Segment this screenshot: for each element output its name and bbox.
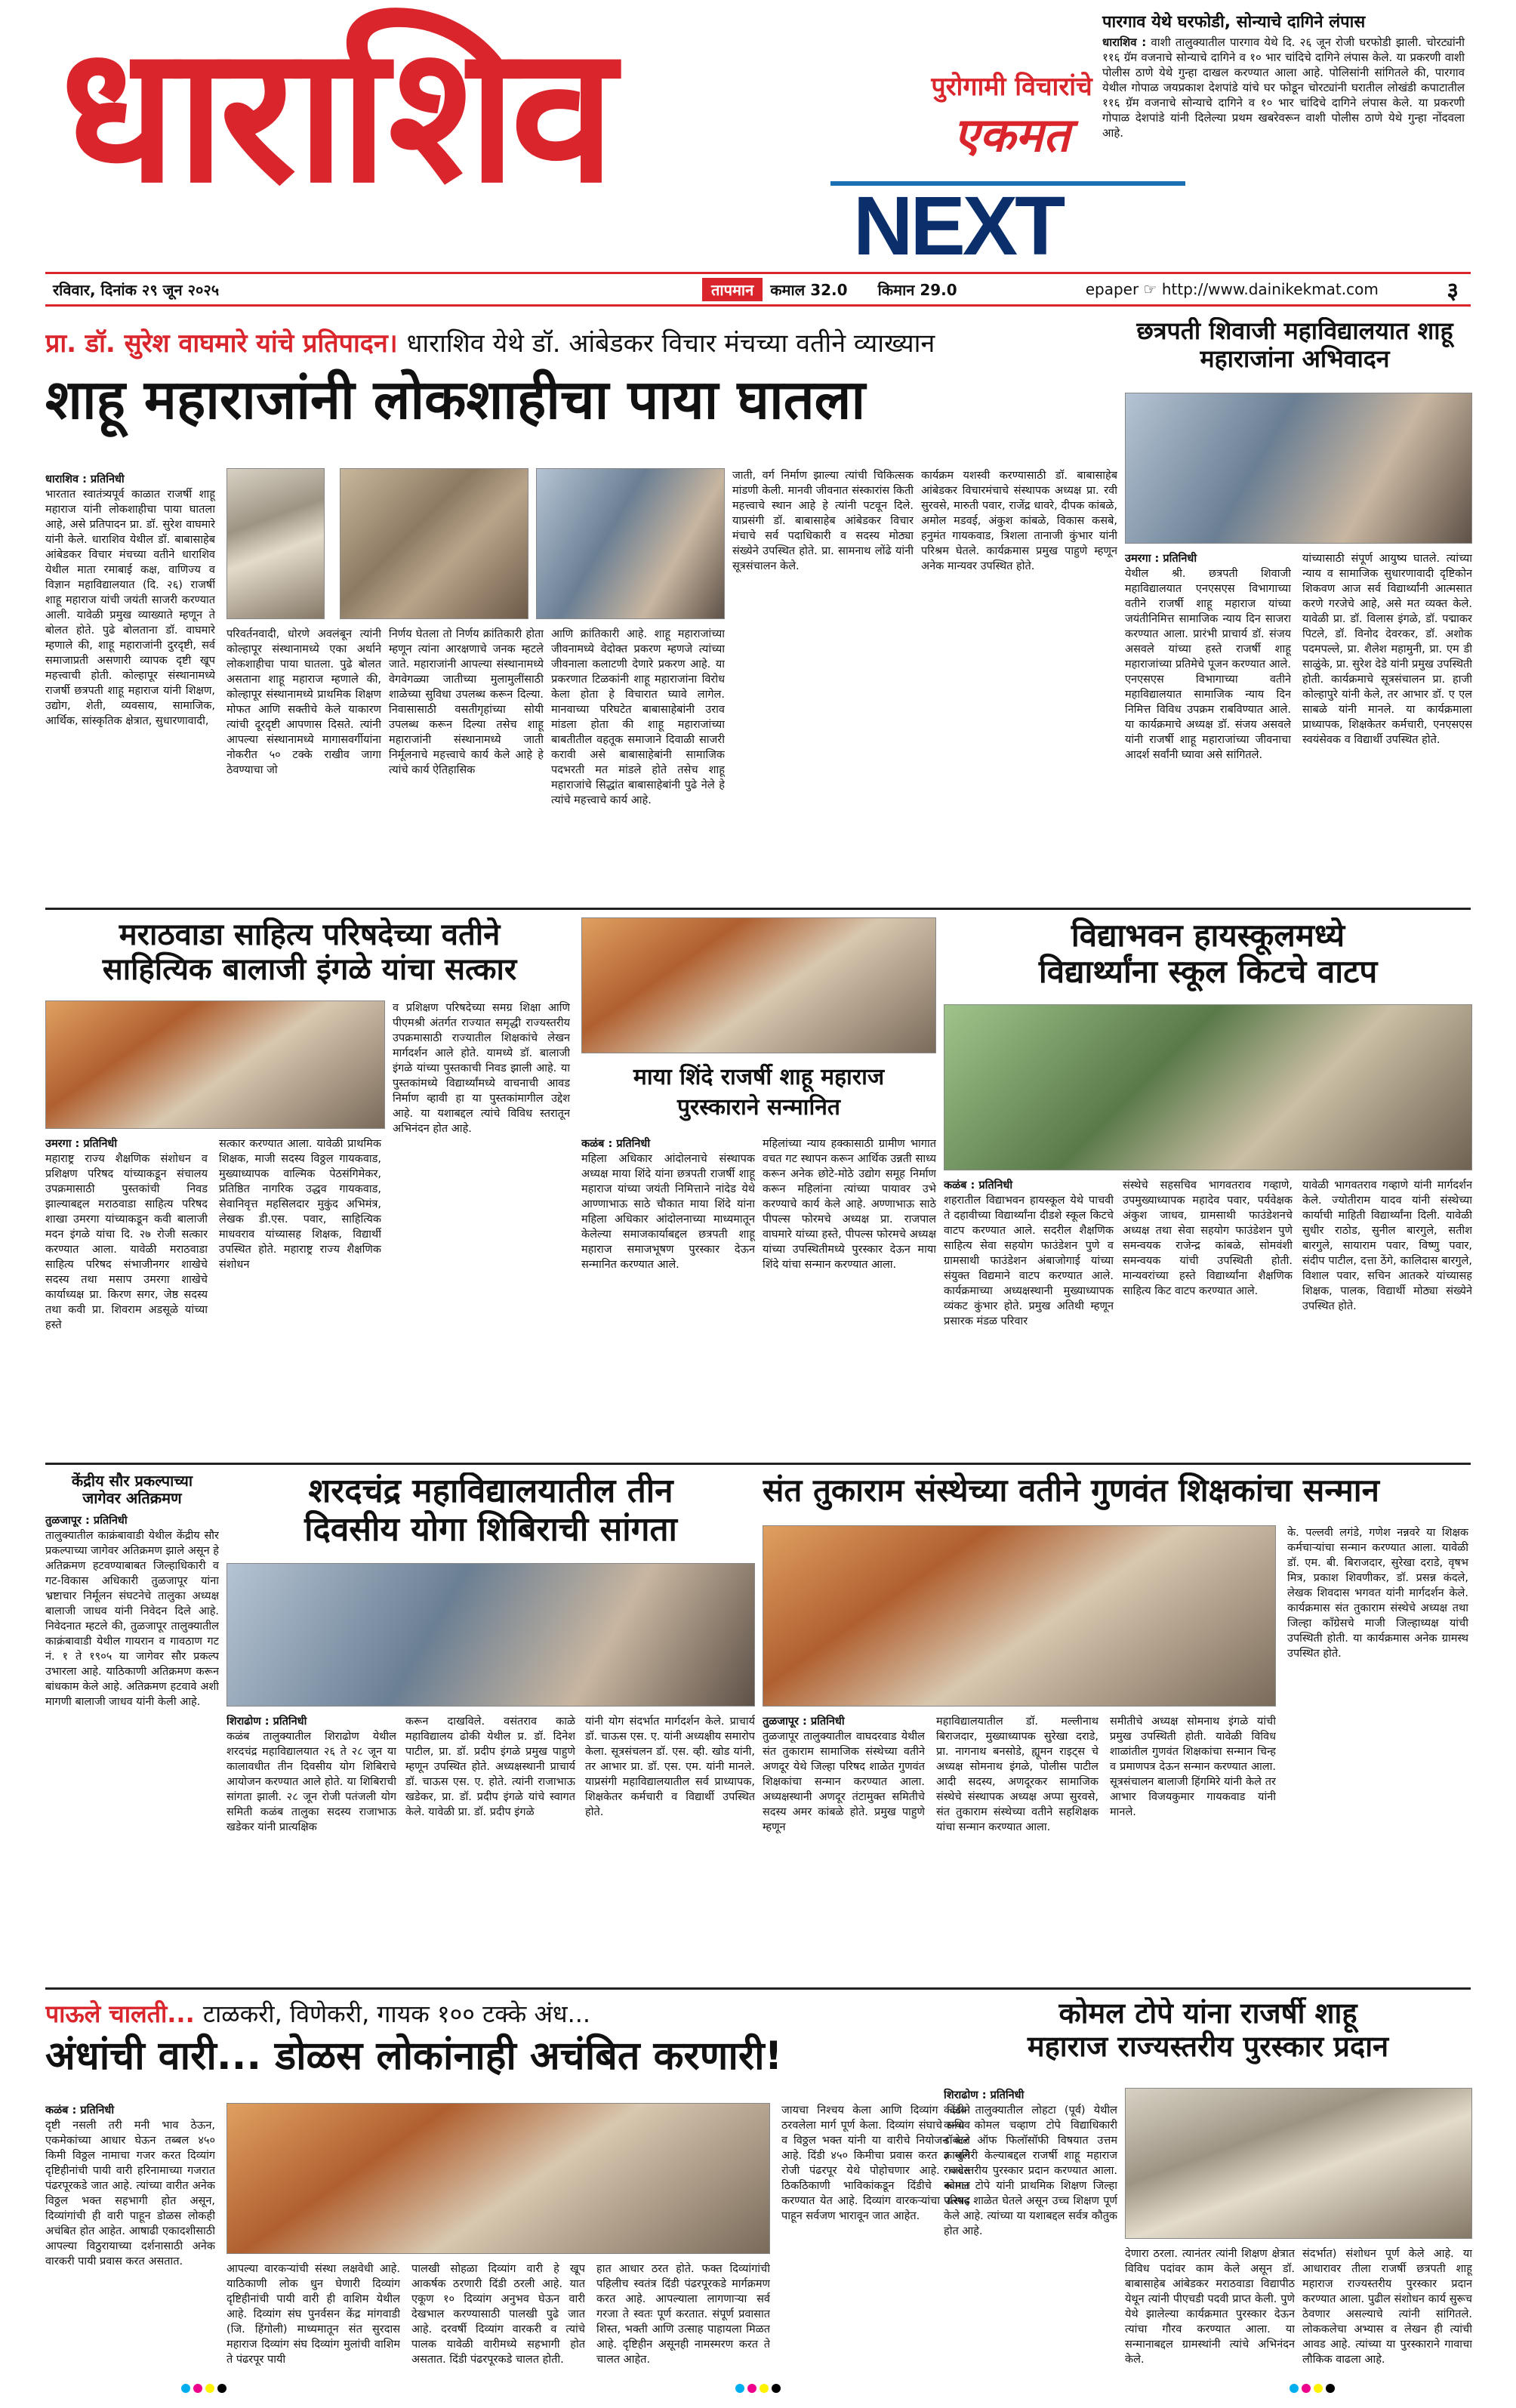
teachers-photo xyxy=(763,1525,1276,1707)
wari-col-4: हात आधार ठरत होते. फक्त दिव्यांगांची पहिलीच स्वतंत्र दिंडी पंढरपूरकडे मार्गक्रमण करत आहे. आपल्याला लागणाऱ्या सर्व गरजा ते स्वतः पूर्ण करतात. संपूर्ण प्रवासात शिस्त, भक्ती आणि उत्साह पाहायला मिळत आहे. दृष्टिहीन असूनही नामस्मरण करत ते चालत आहेत. xyxy=(596,2263,770,2366)
yoga-photo xyxy=(226,1563,755,1707)
color-dots-right xyxy=(1290,2384,1335,2394)
vidyabhavan-col-1: कळंब : प्रतिनिधी शहरातील विद्याभवन हायस्कूल येथे पाचवी ते दहावीच्या विद्यार्थ्यांना दीडशे स्कूल किटचे वाटप करण्यात आले. सदरील शैक्षणिक साहित्य सेवा सहयोग फाउंडेशन पुणे व ग्रामसाथी फाउंडेशन अंबाजोगाई यांच्या संयुक्त विद्यमाने वाटप करण्यात आले. कार्यक्रमाच्या अध्यक्षस्थानी मुख्याध्यापक व्यंकट कुंभार होते. प्रमुख अतिथी म्हणून प्रसारक मंडळ परिवार xyxy=(944,1179,1114,1327)
shivaji-col-1: उमरगा : प्रतिनिधी येथील श्री. छत्रपती शिवाजी महाविद्यालयात एनएसएस विभागाच्या वतीने राजर्षी शाहू महाराज यांच्या जयंतीनिमित्त सामाजिक न्याय दिन साजरा करण्यात आला. प्रारंभी प्राचार्य डॉ. संजय असवले यांच्या हस्ते राजर्षी शाहू महाराजांच्या प्रतिमेचे पूजन करण्यात आले. एनएसएस विभागाच्या वतीने महाविद्यालयात सामाजिक न्याय दिन निमित्त विविध उपक्रम राबविण्यात आले. या कार्यक्रमाचे अध्यक्ष डॉ. संजय असवले यांनी राजर्षी शाहू महाराजांच्या जीवनाचा आदर्श सर्वांनी घ्यावा असे सांगितले. xyxy=(1125,553,1291,761)
komal-story xyxy=(944,1997,1472,2375)
komal-photo xyxy=(1125,2088,1472,2239)
yoga-headline-2: दिवसीय योगा शिबिराची सांगता xyxy=(304,1509,677,1549)
solar-headline-2: जागेवर अतिक्रमण xyxy=(82,1489,182,1507)
yoga-col-2: करून दाखविले. वसंतराव काळे महाविद्यालय ढोकी येथील प्र. डॉ. दिनेश पाटील, प्रा. डॉ. प्रदीप इंगळे प्रमुख पाहुणे म्हणून उपस्थित होते. अध्यक्षस्थानी प्राचार्य डॉ. चाऊस एस. ए. होते. त्यांनी राजाभाऊ खडेकर, प्रा. डॉ. प्रदीप इंगळे यांचे स्वागत केले. यावेळी प्रा. डॉ. प्रदीप इंगळे xyxy=(405,1716,575,1818)
lead-photo-banner xyxy=(226,468,325,619)
lead-col-2: परिवर्तनवादी, धोरणे अवलंबून त्यांनी कोल्हापूर संस्थानामध्ये एका अर्थाने लोकशाहीचा पाया घातला. पुढे बोलत असताना शाहू महाराज म्हणाले की, कोल्हापूर संस्थानामध्ये प्राथमिक शिक्षण मोफत आणि सक्तीचे केले याकारण त्यांची दूरदृष्टी आपणास दिसते. त्यांनी आपल्या संस्थानामध्ये मागासवर्गीयांना नोकरीत ५० टक्के राखीव जागा ठेवण्याचा जो xyxy=(226,628,381,776)
shivaji-story xyxy=(1117,317,1472,906)
teachers-col-3: समीतीचे अध्यक्ष सोमनाथ इंगळे यांची प्रमुख उपस्थिती होती. यावेळी विविध शाळांतील गुणवंत शिक्षकांचा सन्मान चिन्ह व प्रमाणपत्र देऊन सन्मान करण्यात आला. सूत्रसंचालन बालाजी हिंगमिरे यांनी केले तर आभार विजयकुमार गायकवाड यांनी मानले. xyxy=(1110,1716,1276,1818)
solar-story xyxy=(45,1472,219,1986)
shivaji-headline: छत्रपती शिवाजी महाविद्यालयात शाहू महाराजांना अभिवादन xyxy=(1136,317,1453,373)
top-story-byline: धाराशिव : xyxy=(1102,35,1147,49)
wari-story xyxy=(45,1997,974,2375)
pointer-hand-icon: ☞ xyxy=(1143,280,1157,298)
yoga-col-1: शिराढोण : प्रतिनिधी कळंब तालुक्यातील शिराढोण येथील शरदचंद्र महाविद्यालयात २६ ते २८ जून या कालावधीत तीन दिवसीय योग शिबिराचे आयोजन करण्यात आले होते. या शिबिराची सांगता झाली. २८ जून रोजी पतंजली योग समिती कळंब तालुका सदस्य राजाभाऊ खडेकर यांनी प्रात्यक्षिक xyxy=(226,1716,396,1833)
solar-body: तुळजापूर : प्रतिनिधी तालुक्यातील काक्रंबावाडी येथील केंद्रीय सौर प्रकल्पाच्या जागेवर अतिक्रमण झाले असून हे अतिक्रमण हटवण्याबाबत जिल्हाधिकारी व गट-विकास अधिकारी तुळजापूर यांना भ्रष्टाचार निर्मूलन संघटनेचे तालुका अध्यक्ष बालाजी जाधव यांनी निवेदन दिले आहे. निवेदनात म्हटले की, तुळजापूर तालुक्यातील काक्रंबावाडी येथील गायरान व गावठाण गट नं. १ ते १९०५ या जागेवर सौर प्रकल्प उभारला आहे. याठिकाणी अतिक्रमण करून बांधकाम केले आहे. अतिक्रमण हटवावे अशी मागणी बालाजी जाधव यांनी केली आहे. xyxy=(45,1515,219,1708)
lead-col-1: धाराशिव : प्रतिनिधी भारतात स्वातंत्र्यपूर्व काळात राजर्षी शाहू महाराज यांनी लोकशाहीचा पाया घातला आहे, असे प्रतिपादन प्रा. डॉ. सुरेश वाघमारे यांनी केले. धाराशिव येथील डॉ. बाबासाहेब आंबेडकर विचार मंचच्या वतीने धाराशिव येथील माता रमाबाई कक्ष, वाणिज्य व विज्ञान महाविद्यालयात (दि. २६) राजर्षी शाहू महाराज यांची जयंती साजरी करण्यात आली. यावेळी प्रमुख व्याख्याते म्हणून ते बोलत होते. पुढे बोलताना डॉ. वाघमारे म्हणाले की, शाहू महाराजांनी दुरदृष्टी, सर्व समाजाप्रती असणारी व्यापक दृष्टी खूप महत्त्वाची होती. कोल्हापूर संस्थानामध्ये राजर्षी छत्रपती शाहू महाराज यांनी शिक्षण, उद्योग, शेती, व्यवसाय, सामाजिक, आर्थिक, सांस्कृतिक क्षेत्रात, सुधारणावादी, xyxy=(45,473,215,727)
balaji-col-2: सत्कार करण्यात आला. यावेळी प्राथमिक शिक्षक, माजी सदस्य विठ्ठल गायकवाड, मुख्याध्यापक वाल्मिक पेठसंगिमेकर, प्रतिष्ठित नागरिक उद्धव गायकवाड, सेवानिवृत्त महसिलदार मुकुंद अभिमंत्र, लेखक डी.एस. पवार, साहित्यिक माधवराव यांच्यासह शिक्षक, विद्यार्थी उपस्थित होते. महाराष्ट्र राज्य शैक्षणिक संशोधन xyxy=(219,1138,381,1271)
lead-col-6: कार्यक्रम यशस्वी करण्यासाठी डॉ. बाबासाहेब आंबेडकर विचारमंचाचे संस्थापक अध्यक्ष प्रा. रवी सुरवसे, मारुती पवार, राजेंद्र धावरे, दीपक कांबळे, अमोल मडवई, अंकुश कांबळे, विकास कसबे, हनुमंत गायकवाड, त्रिशला तानाजी कुंभार यांनी परिश्रम घेतले. कार्यक्रमास प्रमुख पाहुणे म्हणून अनेक मान्यवर उपस्थित होते. xyxy=(921,470,1117,572)
section-divider xyxy=(45,1987,1471,1990)
wari-kicker: पाऊले चालती... टाळकरी, विणेकरी, गायक १०० टक्के अंध... xyxy=(45,1999,591,2028)
mayashinde-col-1: कळंब : प्रतिनिधी महिला अधिकार आंदोलनाचे संस्थापक अध्यक्ष माया शिंदे यांना छत्रपती राजर्षी शाहू महाराज यांच्या जयंती निमित्ताने नांदेड येथे आण्णाभाऊ साठे चौकात माया शिंदे यांना महिला अधिकार आंदोलनाच्या माध्यमातून केलेल्या समाजकार्याबद्दल छत्रपती शाहू महाराज समाजभूषण पुरस्कार देऊन सन्मानित करण्यात आले. xyxy=(581,1138,755,1271)
epaper-link[interactable]: epaper ☞ http://www.dainikekmat.com xyxy=(1085,280,1379,298)
balaji-col-3: व प्रशिक्षण परिषदेच्या समग्र शिक्षा आणि पीएमश्री अंतर्गत राज्यात समृद्धी राज्यस्तरीय उपक्रमासाठी राज्यातील शिक्षकांचे लेखन मार्गदर्शन आले होते. यामध्ये डॉ. बालाजी इंगळे यांच्या पुस्तकाची निवड झाली आहे. या पुस्तकांमध्ये विद्यार्थ्यांमध्ये वाचनाची आवड निर्माण व्हावी हा या पुस्तकांमागील उद्देश आहे. या यशाबद्दल त्यांचे विविध स्तरातून अभिनंदन होत आहे. xyxy=(393,1002,570,1135)
vidyabhavan-photo xyxy=(944,1004,1472,1170)
teachers-col-4: के. पल्लवी लगंडे, गणेश नन्नवरे या शिक्षक कर्मचाऱ्यांचा सन्मान करण्यात आला. यावेळी डॉ. एम. बी. बिराजदार, सुरेखा दराडे, वृषभ मित्र, प्रकाश शिवणीकर, डॉ. प्रसन्न कंदले, लेखक शिवदास भगवत यांनी मार्गदर्शन केले. कार्यक्रमास संत तुकाराम संस्थेचे अध्यक्ष तथा जिल्हा काँग्रेसचे माजी जिल्हाध्यक्ष यांची उपस्थिती होती. या कार्यक्रमास अनेक ग्रामस्थ उपस्थित होते. xyxy=(1287,1527,1468,1660)
wari-col-2: आपल्या वारकऱ्यांची संस्था लक्षवेधी आहे. याठिकाणी लोक धुन घेणारी दिव्यांग दृष्टिहीनांची पायी वारी ही वाशिम येथील आहे. दिव्यांग संघ पुनर्वसन केंद्र मांगवाडी (जि. हिंगोली) माध्यमातून संत सुरदास महाराज दिव्यांग संघ दिव्यांग मुलांची वाशिम ते पंढरपूर पायी xyxy=(226,2263,400,2366)
balaji-story xyxy=(45,917,574,1461)
lead-col-3: निर्णय घेतला तो निर्णय क्रांतिकारी होता म्हणून त्यांना आरक्षणाचे जनक म्हटले जाते. महाराजांनी आपल्या संस्थानामध्ये वेगवेगळ्या जातीच्या मुलामुलींसाठी शाळेच्या सुविधा उपलब्ध करून दिल्या. निवासासाठी वसतीगृहांच्या सोयी उपलब्ध करून दिल्या तसेच शाहू महाराजांनी संस्थानामध्ये जाती निर्मूलनाचे महत्त्वाचे कार्य केले आहे हे त्यांचे कार्य ऐतिहासिक xyxy=(389,628,544,776)
teachers-story xyxy=(763,1472,1472,1986)
temperature-label: तापमान xyxy=(702,278,763,301)
lead-headline: शाहू महाराजांनी लोकशाहीचा पाया घातला xyxy=(45,368,866,431)
wari-photo xyxy=(226,2103,770,2254)
brand-logo: एकमत xyxy=(953,107,1071,162)
balaji-headline-1: मराठवाडा साहित्य परिषदेच्या वतीने xyxy=(119,917,501,952)
lead-photo-audience xyxy=(536,468,725,619)
next-logo: NEXT xyxy=(830,181,1185,257)
lead-kicker: प्रा. डॉ. सुरेश वाघमारे यांचे प्रतिपादन। धाराशिव येथे डॉ. आंबेडकर विचार मंचच्या वतीने व्याख्यान xyxy=(45,328,935,359)
wari-col-1: कळंब : प्रतिनिधी दृष्टी नसली तरी मनी भाव ठेऊन, एकमेकांच्या आधार घेऊन तब्बल ४५० किमी विठ्ठल नामाचा गजर करत दिव्यांग दृष्टिहीनांची पायी वारी हरिनामाच्या गजरात पंढरपूरकडे जात आहे. त्यांच्या वारीत अनेक विठ्ठल भक्त सहभागी होत असून, दिव्यांगांची ही वारी पाहून डोळस लोकही अचंबित होत आहेत. आषाढी एकादशीसाठी आपल्या विठुरायाच्या दर्शनासाठी अनेक वारकरी पायी प्रवास करत असतात. xyxy=(45,2104,215,2268)
max-temperature: कमाल 32.0 xyxy=(770,280,848,299)
lead-col-4: आणि क्रांतिकारी आहे. शाहू महाराजांच्या जीवनामध्ये वेदोक्त प्रकरण म्हणजे त्यांच्या जीवनाला कलाटणी देणारे प्रकरण आहे. या प्रकरणात टिळकांनी शाहू महाराजांना विरोध केला होता हे विचारात घ्यावे लागेल. मानवाच्या परिघटेत बाबासाहेबांनी उराव मांडला होता की शाहू महाराजांच्या बाबतीतील वहतूक समाजाने दिवाळी साजरी करावी असे बाबासाहेबांनी सामाजिक पदभरती मत मांडले होते तसेच शाहू महाराजांचे सिद्धांत बाबासाहेबांनी पुढे नेले हे त्यांचे महत्त्वाचे कार्य आहे. xyxy=(551,628,725,806)
top-story xyxy=(1102,15,1465,140)
balaji-photo xyxy=(45,1001,385,1129)
komal-col-3: संदर्भात) संशोधन पूर्ण केले आहे. या आधारावर तीला राजर्षी छत्रपती शाहू महाराज राज्यस्तरीय पुरस्कार प्रदान करण्यात आला. पुढील संशोधन कार्य सुरूच ठेवणार असल्याचे त्यांनी सांगितले. लोककलेचा अभ्यास व लेखन ही त्यांची आवड आहे. त्यांच्या या पुरस्काराने गावाचा लौकिक वाढला आहे. xyxy=(1302,2248,1472,2366)
komal-headline-2: महाराज राज्यस्तरीय पुरस्कार प्रदान xyxy=(1027,2029,1389,2063)
komal-headline-1: कोमल टोपे यांना राजर्षी शाहू xyxy=(1058,1997,1357,2030)
yoga-col-3: यांनी योग संदर्भात मार्गदर्शन केले. प्राचार्य डॉ. चाऊस एस. ए. यांनी अध्यक्षीय समारोप केला. सूत्रसंचलन डॉ. एस. व्ही. खोड यांनी, तर आभार प्रा. डॉ. एस. एम. यांनी मानले. याप्रसंगी महाविद्यालयातील सर्व प्राध्यापक, शिक्षकेतर कर्मचारी व विद्यार्थी उपस्थित होते. xyxy=(585,1716,755,1818)
website-url[interactable]: http://www.dainikekmat.com xyxy=(1161,280,1379,298)
vidyabhavan-story xyxy=(944,917,1472,1461)
top-story-title: पारगाव येथे घरफोडी, सोन्याचे दागिने लंपास xyxy=(1102,13,1366,32)
shivaji-col-2: यांच्यासाठी संपूर्ण आयुष्य घातले. त्यांच्या न्याय व सामाजिक सुधारणावादी दृष्टिकोन शिकवण आज सर्व विद्यार्थ्यांनी आत्मसात करणे गरजेचे आहे, असे मत व्यक्त केले. यावेळी प्रा. डॉ. विलास इंगळे, डॉ. पद्माकर पिटले, डॉ. विनोद देवरकर, डॉ. अशोक पदमपल्ले, प्रा. शैलेश महामुनी, प्रा. एम डी साळुंके, प्रा. सुरेश देडे यांनी प्रमुख उपस्थिती होती. कार्यक्रमाचे सूत्रसंचालन प्रा. हाजी कोल्हापुरे यांनी केले, तर आभार डॉ. ए एल साबळे यांनी मानले. या कार्यक्रमाला प्राध्यापक, शिक्षकेतर कर्मचारी, एनएसएस स्वयंसेवक व विद्यार्थी उपस्थित होते. xyxy=(1302,553,1472,746)
komal-col-1: शिराढोण : प्रतिनिधी कळंब तालुक्यातील लोहटा (पूर्व) येथील कन्या कोमल चव्हाण टोपे विद्याधिकारी डॉक्टर ऑफ फिलॉसॉफी विषयात उत्तम कामगिरी केल्याबद्दल राजर्षी शाहू महाराज राज्यस्तरीय पुरस्कार प्रदान करण्यात आला. कोमल टोपे यांनी प्राथमिक शिक्षण जिल्हा परिषद शाळेत घेतले असून उच्च शिक्षण पूर्ण केले आहे. त्यांच्या या यशाबद्दल सर्वत्र कौतुक होत आहे. xyxy=(944,2089,1117,2237)
vidyabhavan-headline-2: विद्यार्थ्यांना स्कूल किटचे वाटप xyxy=(1038,953,1378,991)
balaji-col-1: उमरगा : प्रतिनिधी महाराष्ट्र राज्य शैक्षणिक संशोधन व प्रशिक्षण परिषद यांच्याकडून संचालय उपक्रमासाठी पुस्तकांची निवड झाल्याबद्दल मराठवाडा साहित्य परिषद शाखा उमरगा यांच्याकडून कवी बालाजी मदन इंगळे यांचा दि. २७ रोजी सत्कार करण्यात आला. यावेळी मराठवाडा साहित्य परिषद संभाजीनगर शाखेचे सदस्य तथा मसाप उमरगा शाखेचे कार्याध्यक्ष प्रा. किरण सगर, जेष्ठ सदस्य तथा कवी प्रा. शिवराम अडसूळे यांच्या हस्ते xyxy=(45,1138,208,1331)
lead-photo-speaker xyxy=(340,468,528,619)
vidyabhavan-col-3: यावेळी भागवतराव गव्हाणे यांनी मार्गदर्शन केले. ज्योतीराम यादव यांनी संस्थेच्या कार्याची माहिती विद्यार्थ्यांना दिली. यावेळी सुधीर राठोड, सुनील बारगुले, सतीश बारगुले, सायाराम पवार, विष्णु पवार, संदीप पाटील, दत्ता ठेंगे, कालिदास बारगुले, विशाल पवार, सचिन आतकरे यांच्यासह शिक्षक, पालक, विद्यार्थी मोठ्या संख्येने उपस्थित होते. xyxy=(1302,1179,1472,1312)
lead-story xyxy=(45,325,1125,906)
color-dots-middle xyxy=(735,2384,781,2394)
section-divider xyxy=(45,1463,1471,1465)
wari-col-3: पालखी सोहळा दिव्यांग वारी हे खूप आकर्षक ठरणारी दिंडी ठरली आहे. यात एकूण १० दिव्यांग अनुभव घेऊन वारी देखभाल करण्यासाठी पालखी पुढे जात आहे. दरवर्षी दिव्यांग वारकरी व त्यांचे पालक यावेळी वारीमध्ये सहभागी होत असतात. दिंडी पंढरपूरकडे चालत होती. xyxy=(411,2263,585,2366)
mayashinde-col-2: महिलांच्या न्याय हक्कासाठी ग्रामीण भागात वचत गट स्थापन करून आर्थिक उन्नती साध्य करून अनेक छोटे-मोठे उद्योग समूह निर्माण करून महिलांना त्यांच्या पायावर उभे करण्याचे कार्य केले आहे. अण्णाभाऊ साठे पीपल्स फोरमचे अध्यक्ष प्रा. राजपाल वाघमारे यांच्या हस्ते, पीपल्स फोरमचे अध्यक्ष यांच्या उपस्थितीमध्ये पुरस्कार देऊन माया शिंदे यांचा सन्मान करण्यात आला. xyxy=(763,1138,936,1271)
min-temperature: किमान 29.0 xyxy=(877,280,957,299)
teachers-col-2: महाविद्यालयातील डॉ. मल्लीनाथ बिराजदार, मुख्याध्यापक सुरेखा दराडे, प्रा. नागनाथ बनसोडे, ह्यूमन राइट्स चे अध्यक्ष सोमनाथ इंगळे, पोलीस पाटील आदी सदस्य, अणदूरकर सामाजिक संस्थेचे संस्थापक अध्यक्ष अप्पा सुरवसे, संत तुकाराम संस्थेच्या वतीने सहशिक्षक यांचा सन्मान करण्यात आला. xyxy=(936,1716,1098,1833)
color-dots-left xyxy=(181,2384,226,2394)
mayashinde-headline-1: माया शिंदे राजर्षी शाहू महाराज xyxy=(633,1064,885,1090)
wari-col-5: जायचा निश्चय केला आणि दिव्यांग दिंडीने ठरवलेला मार्ग पूर्ण केला. दिव्यांग संघाचे सचिव व विठ्ठल भक्त यांनी या वारीचे नियोजन केले आहे. दिंडी ४५० किमीचा प्रवास करत ३ जुलै रोजी पंढरपूर येथे पोहोचणार आहे. वाटेत ठिकठिकाणी भाविकांकडून दिंडीचे स्वागत करण्यात येत आहे. दिव्यांग वारकऱ्यांचा उत्साह पाहून सर्वजण भारावून जात आहेत. xyxy=(781,2104,970,2222)
top-story-body: वाशी तालुक्यातील पारगाव येथे दि. २६ जून रोजी घरफोडी झाली. चोरट्यांनी ११६ ग्रॅम वजनाचे सोन्याचे दागिने व १० भार चांदिचे दागिने लंपास केले. या प्रकरणी वाशी पोलीस ठाणे येथे गुन्हा दाखल करण्यात आला आहे. पोलिसांनी सांगितले की, पारगाव येथील गोपाळ जयप्रकाश देशपांडे यांचे घर फोडून चोरट्यांनी घरातील लोखंडी कपाटातील ११६ ग्रॅम वजनाचे सोन्याचे दागिने व १० भार चांदिचे दागिने लंपास केले. या प्रकरणी गोपाळ देशपांडे यांनी दिलेल्या प्रथम खबरेवरून वाशी पोलीस ठाणे येथे गुन्हा नोंदवला आहे. xyxy=(1102,35,1465,140)
teachers-headline: संत तुकाराम संस्थेच्या वतीने गुणवंत शिक्षकांचा सन्मान xyxy=(763,1472,1379,1509)
section-divider xyxy=(45,908,1471,910)
mayashinde-headline-2: पुरस्काराने सन्मानित xyxy=(677,1094,840,1121)
solar-headline-1: केंद्रीय सौर प्रकल्पाच्या xyxy=(71,1472,193,1490)
vidyabhavan-headline-1: विद्याभवन हायस्कूलमध्ये xyxy=(1071,917,1345,954)
page-number: ३ xyxy=(1447,277,1459,304)
print-color-marks xyxy=(0,2384,1516,2394)
wari-headline: अंधांची वारी... डोळस लोकांनाही अचंबित करणारी! xyxy=(45,2033,783,2079)
teachers-col-1: तुळजापूर : प्रतिनिधी तुळजापूर तालुक्यातील वाघदरवाड येथील संत तुकाराम सामाजिक संस्थेच्या वतीने अणदूर येथे जिल्हा परिषद शाळेत गुणवंत शिक्षकांचा सन्मान करण्यात आला. अध्यक्षस्थानी अणदूर तंटामुक्त समितीचे सदस्य अमर कांबळे होते. प्रमुख पाहुणे म्हणून xyxy=(763,1716,925,1833)
mayashinde-photo xyxy=(581,917,936,1053)
masthead-title: धाराशिव xyxy=(60,2,610,224)
balaji-headline-2: साहित्यिक बालाजी इंगळे यांचा सत्कार xyxy=(102,952,517,987)
issue-date: रविवार, दिनांक २९ जून २०२५ xyxy=(53,280,220,299)
yoga-story xyxy=(226,1472,755,1986)
lead-col-5: जाती, वर्ग निर्माण झाल्या त्यांची चिकित्सक मांडणी केली. मानवी जीवनात संस्कारांस किती महत्त्वाचे स्थान आहे हे त्यांनी पटवून दिले. याप्रसंगी डॉ. बाबासाहेब आंबेडकर विचार मंचाचे सर्व पदाधिकारी व सदस्य मोठ्या संख्येने उपस्थित होते. प्रा. सामनाथ लोंढे यांनी सूत्रसंचालन केले. xyxy=(732,470,914,572)
komal-col-2: देणारा ठरला. त्यानंतर त्यांनी शिक्षण क्षेत्रात विविध पदांवर काम केले असून डॉ. बाबासाहेब आंबेडकर मराठवाडा विद्यापीठ येथून त्यांनी पीएचडी पदवी प्राप्त केली. पुणे येथे झालेल्या कार्यक्रमात पुरस्कार देऊन त्यांचा गौरव करण्यात आला. या सन्मानाबद्दल ग्रामस्थांनी त्यांचे अभिनंदन केले. xyxy=(1125,2248,1295,2366)
masthead-tagline: पुरोगामी विचारांचे xyxy=(931,72,1092,102)
dateline xyxy=(45,272,1471,307)
shivaji-photo xyxy=(1125,393,1472,544)
vidyabhavan-col-2: संस्थेचे सहसचिव भागवतराव गव्हाणे, उपमुख्याध्यापक महादेव पवार, पर्यवेक्षक अंकुश जाधव, ग्रामसाथी फाउंडेशनचे अध्यक्ष तथा सेवा सहयोग फाउंडेशन पुणे समन्वयक राजेन्द्र कांबळे, सोमवंशी समन्वयक यांची उपस्थिती होती. मान्यवरांच्या हस्ते विद्यार्थ्यांना शैक्षणिक साहित्य किट वाटप करण्यात आले. xyxy=(1123,1179,1293,1297)
mayashinde-story xyxy=(581,917,936,1461)
yoga-headline-1: शरदचंद्र महाविद्यालयातील तीन xyxy=(308,1472,673,1510)
